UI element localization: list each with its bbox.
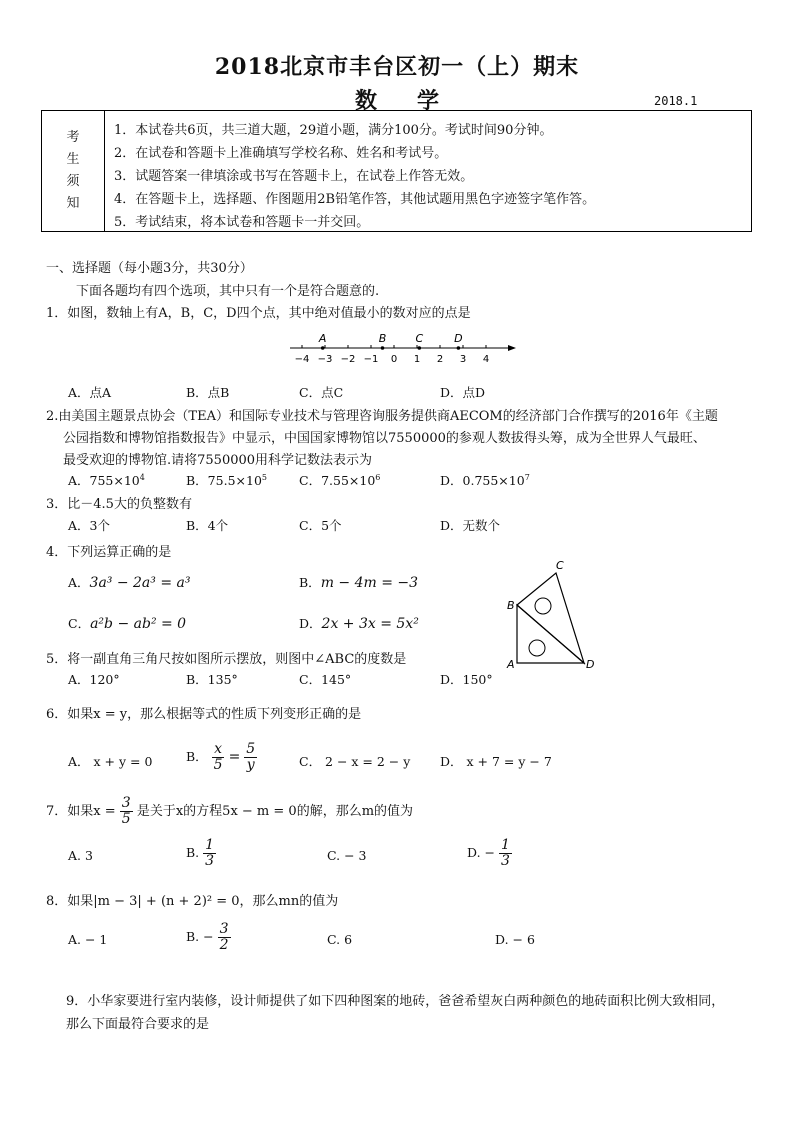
q7-stem [46,796,413,827]
q2-option-b-base: B．75.5×10 [186,473,262,488]
q8-option-b [186,922,231,953]
q7-stem-post: 是关于x的方程5x − m = 0的解，那么m的值为 [136,804,414,819]
q2-line3: 最受欢迎的博物馆.请将7550000用科学记数法表示为 [63,453,373,468]
q5-option-c: C．145° [299,672,352,687]
q2-option-d-exp: 7 [524,472,530,482]
q4-option-a-expr: 3a³ − 2a³ = a³ [89,575,191,591]
number-line-point-label: B [378,332,387,345]
frac-denominator: 3 [500,853,510,869]
q8-option-b-label: B. − [186,929,214,944]
ruler-hole-lower [529,640,545,656]
q6-option-a: A． x + y = 0 [68,754,153,769]
q6-option-c: C． 2 − x = 2 − y [299,754,411,769]
q2-option-c [299,471,380,489]
exam-date: 2018.1 [654,94,698,108]
q4-option-a [68,573,190,591]
axis-tick-label: −4 [294,354,310,365]
q4-option-d-label: D． [299,616,322,631]
notice-item: 3．试题答案一律填涂或书写在答题卡上，在试卷上作答无效。 [114,169,474,184]
q6-frac-right [244,742,257,773]
q7-stem-pre: 7．如果x = [46,804,116,819]
q7-option-d-label: D. − [467,845,495,860]
frac-denominator: 3 [205,853,215,869]
q8-option-c: C. 6 [327,932,353,947]
frac-denominator: y [246,757,255,773]
notice-label-char: 考 [66,130,80,145]
frac-numerator: x [214,741,223,757]
q8-option-d: D. − 6 [495,932,535,947]
notice-box [41,110,752,232]
notice-label-char: 须 [66,174,80,189]
q4-option-c-expr: a²b − ab² = 0 [90,616,187,632]
number-line-point-label: C [415,332,424,345]
q2-option-b [186,471,267,489]
q3-option-b: B．4个 [186,518,229,533]
q2-option-a-exp: 4 [139,472,145,482]
number-line-point [457,346,461,350]
q4-option-c [68,614,186,632]
q6-option-b-label: B． [186,749,208,764]
axis-arrow-icon [508,345,516,351]
axis-tick-label: 4 [482,354,490,365]
axis-tick-label: 3 [459,354,467,365]
q7-stem-frac [120,796,133,827]
q2-line1: 2.由美国主题景点协会（TEA）和国际专业技术与管理咨询服务提供商AECOM的经济部门合作撰写的2016年《主题 [46,409,718,424]
q2-option-c-base: C．7.55×10 [299,473,376,488]
q4-stem: 4．下列运算正确的是 [46,545,172,560]
q5-option-d: D．150° [440,672,493,687]
frac-numerator: 1 [205,837,215,853]
section-instruction: 下面各题均有四个选项，其中只有一个是符合题意的. [76,284,380,299]
q1-option-d: D．点D [440,385,486,400]
q4-option-d-expr: 2x + 3x = 5x² [321,616,419,632]
frac-numerator: 5 [246,741,256,757]
frac-denominator: 5 [121,811,131,827]
vertex-label-c: C [556,559,564,572]
q2-option-c-exp: 6 [375,472,381,482]
ruler-hole-upper [535,598,551,614]
frac-denominator: 5 [213,757,223,773]
axis-tick-label: 0 [390,354,398,365]
q7-option-c: C. − 3 [327,848,367,863]
q4-option-a-label: A． [68,575,90,590]
triangle-ruler-figure [500,555,600,675]
q7-option-b-label: B. [186,845,200,860]
notice-item: 1．本试卷共6页，共三道大题，29道小题，满分100分。考试时间90分钟。 [114,123,553,138]
q1-option-c: C．点C [299,385,344,400]
q7-option-d [467,838,512,869]
q1-stem: 1．如图，数轴上有A，B，C，D四个点，其中绝对值最小的数对应的点是 [46,306,471,321]
number-line-point-label: D [454,332,463,345]
equals-sign: = [228,749,241,765]
q6-option-b [186,742,257,773]
q5-option-a: A．120° [68,672,120,687]
q4-option-b-label: B． [299,575,321,590]
number-line-point [321,346,325,350]
q7-option-a: A. 3 [68,848,93,863]
q2-option-a [68,471,145,489]
axis-tick-label: −2 [340,354,356,365]
q9-line2: 那么下面最符合要求的是 [66,1017,210,1032]
notice-label-char: 生 [66,152,80,167]
q8-option-a: A. − 1 [68,932,108,947]
notice-list [114,119,595,234]
triangle-bad [517,605,584,663]
axis-tick-label: 2 [436,354,444,365]
axis-tick-label: 1 [413,354,421,365]
q4-option-c-label: C． [68,616,91,631]
frac-numerator: 1 [500,837,510,853]
number-line-point [381,346,385,350]
notice-item: 4．在答题卡上，选择题、作图题用2B铅笔作答，其他试题用黑色字迹签字笔作答。 [114,192,596,207]
notice-label-char: 知 [66,196,80,211]
exam-title: 2018北京市丰台区初一（上）期末 [214,54,580,80]
triangle-bcd [517,573,584,663]
notice-item: 2．在试卷和答题卡上准确填写学校名称、姓名和考试号。 [114,146,448,161]
q7-option-b [186,838,216,869]
q2-line2: 公园指数和博物馆指数报告》中显示，中国国家博物馆以7550000的参观人数拔得头筹，成为全世界人气最旺、 [63,431,706,446]
q2-option-d-base: D．0.755×10 [440,473,525,488]
q3-option-a: A．3个 [68,518,110,533]
vertex-label-b: B [507,599,515,612]
q5-option-b: B．135° [186,672,238,687]
number-line-point-label: A [318,332,327,345]
q3-option-c: C．5个 [299,518,342,533]
frac-denominator: 2 [219,937,229,953]
q1-option-a: A．点A [68,385,112,400]
q4-option-b [299,573,418,591]
number-line-point [418,346,422,350]
q3-option-d: D．无数个 [440,518,501,533]
axis-tick-label: −1 [363,354,379,365]
section-heading: 一、选择题（每小题3分，共30分） [46,261,253,276]
q8-option-b-frac [218,922,231,953]
notice-item: 5．考试结束，将本试卷和答题卡一并交回。 [114,215,370,230]
notice-label [42,111,105,231]
axis-tick-label: −3 [317,354,333,365]
frac-numerator: 3 [121,795,131,811]
q6-stem: 6．如果x = y，那么根据等式的性质下列变形正确的是 [46,707,362,722]
q4-option-d [299,614,419,632]
q7-option-d-frac [499,838,512,869]
q6-frac-left [212,742,225,773]
vertex-label-d: D [586,658,595,671]
subject-title: 数学 [354,88,479,114]
vertex-label-a: A [507,658,515,671]
q1-option-b: B．点B [186,385,230,400]
number-line-figure [280,326,520,368]
q5-stem: 5．将一副直角三角尺按如图所示摆放，则图中∠ABC的度数是 [46,652,407,667]
q9-line1: 9．小华家要进行室内装修，设计师提供了如下四种图案的地砖，爸爸希望灰白两种颜色的地砖面积比例大致相同， [66,994,725,1009]
q2-option-b-exp: 5 [261,472,267,482]
q2-option-d [440,471,530,489]
q7-option-b-frac [203,838,216,869]
q8-stem: 8．如果|m − 3| + (n + 2)² = 0，那么mn的值为 [46,894,339,909]
q4-option-b-expr: m − 4m = −3 [320,575,419,591]
q3-stem: 3．比－4.5大的负整数有 [46,497,192,512]
q2-option-a-base: A．755×10 [68,473,140,488]
q6-option-d: D． x + 7 = y − 7 [440,754,552,769]
frac-numerator: 3 [219,921,229,937]
